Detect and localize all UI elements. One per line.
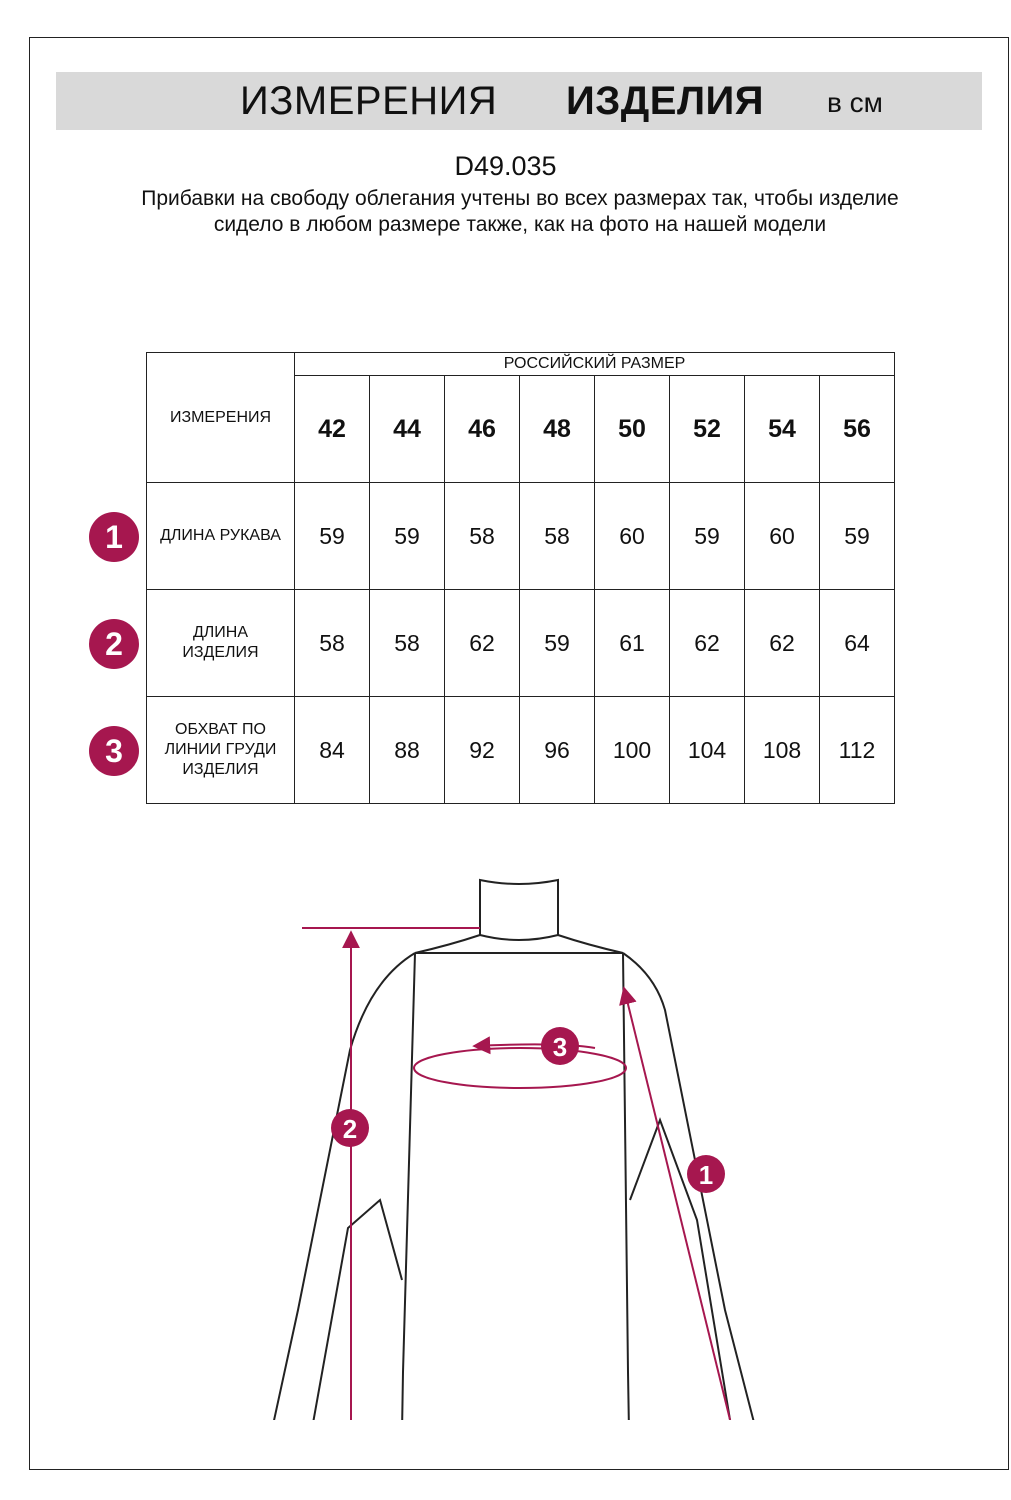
table-cell: 58	[445, 483, 520, 590]
size-header: 56	[820, 376, 895, 483]
table-cell: 60	[745, 483, 820, 590]
diagram-marker-1	[687, 1155, 725, 1193]
fit-note: Прибавки на свободу облегания учтены во всех размерах так, чтобы изделие сидело в любом размере также, как на фото на нашей модели	[141, 187, 899, 236]
diagram-marker-3-label: 3	[552, 1032, 568, 1062]
table-cell: 92	[445, 697, 520, 804]
russian-size-header: РОССИЙСКИЙ РАЗМЕР	[295, 353, 895, 376]
table-cell: 58	[370, 590, 445, 697]
table-cell: 62	[670, 590, 745, 697]
title-unit: в см	[827, 87, 883, 118]
table-cell: 59	[370, 483, 445, 590]
size-header: 52	[670, 376, 745, 483]
row-label: ДЛИНА РУКАВА	[147, 483, 295, 590]
table-row-product-length	[147, 590, 895, 697]
size-header: 50	[595, 376, 670, 483]
table-cell: 112	[820, 697, 895, 804]
measurements-header: ИЗМЕРЕНИЯ	[147, 353, 295, 483]
size-header: 54	[745, 376, 820, 483]
row-marker-1: 1	[89, 512, 139, 562]
diagram-marker-2	[331, 1109, 369, 1147]
size-table	[146, 352, 895, 804]
diagram-marker-2-label: 2	[342, 1114, 358, 1144]
row-label: ДЛИНА ИЗДЕЛИЯ	[147, 590, 295, 697]
table-cell: 59	[520, 590, 595, 697]
row-label: ОБХВАТ ПО ЛИНИИ ГРУДИ ИЗДЕЛИЯ	[147, 697, 295, 804]
size-header: 46	[445, 376, 520, 483]
table-row-chest-girth	[147, 697, 895, 804]
title-part-measurements: ИЗМЕРЕНИЯ	[240, 79, 498, 123]
table-row-sleeve-length	[147, 483, 895, 590]
table-cell: 59	[295, 483, 370, 590]
table-cell: 104	[670, 697, 745, 804]
diagram-marker-1-label: 1	[698, 1160, 714, 1190]
row-marker-3: 3	[89, 726, 139, 776]
size-header: 42	[295, 376, 370, 483]
table-cell: 59	[820, 483, 895, 590]
table-cell: 84	[295, 697, 370, 804]
size-header: 44	[370, 376, 445, 483]
size-header: 48	[520, 376, 595, 483]
row-marker-2: 2	[89, 619, 139, 669]
table-cell: 100	[595, 697, 670, 804]
table-cell: 62	[445, 590, 520, 697]
diagram-marker-3	[541, 1027, 579, 1065]
table-cell: 58	[295, 590, 370, 697]
table-cell: 58	[520, 483, 595, 590]
title-part-product: ИЗДЕЛИЯ	[566, 79, 765, 123]
table-cell: 62	[745, 590, 820, 697]
product-code: D49.035	[454, 151, 557, 181]
table-cell: 61	[595, 590, 670, 697]
table-cell: 64	[820, 590, 895, 697]
table-cell: 60	[595, 483, 670, 590]
table-cell: 59	[670, 483, 745, 590]
table-cell: 88	[370, 697, 445, 804]
table-cell: 96	[520, 697, 595, 804]
turtleneck-sketch	[0, 860, 1011, 1420]
garment-outline	[228, 880, 808, 1420]
table-cell: 108	[745, 697, 820, 804]
